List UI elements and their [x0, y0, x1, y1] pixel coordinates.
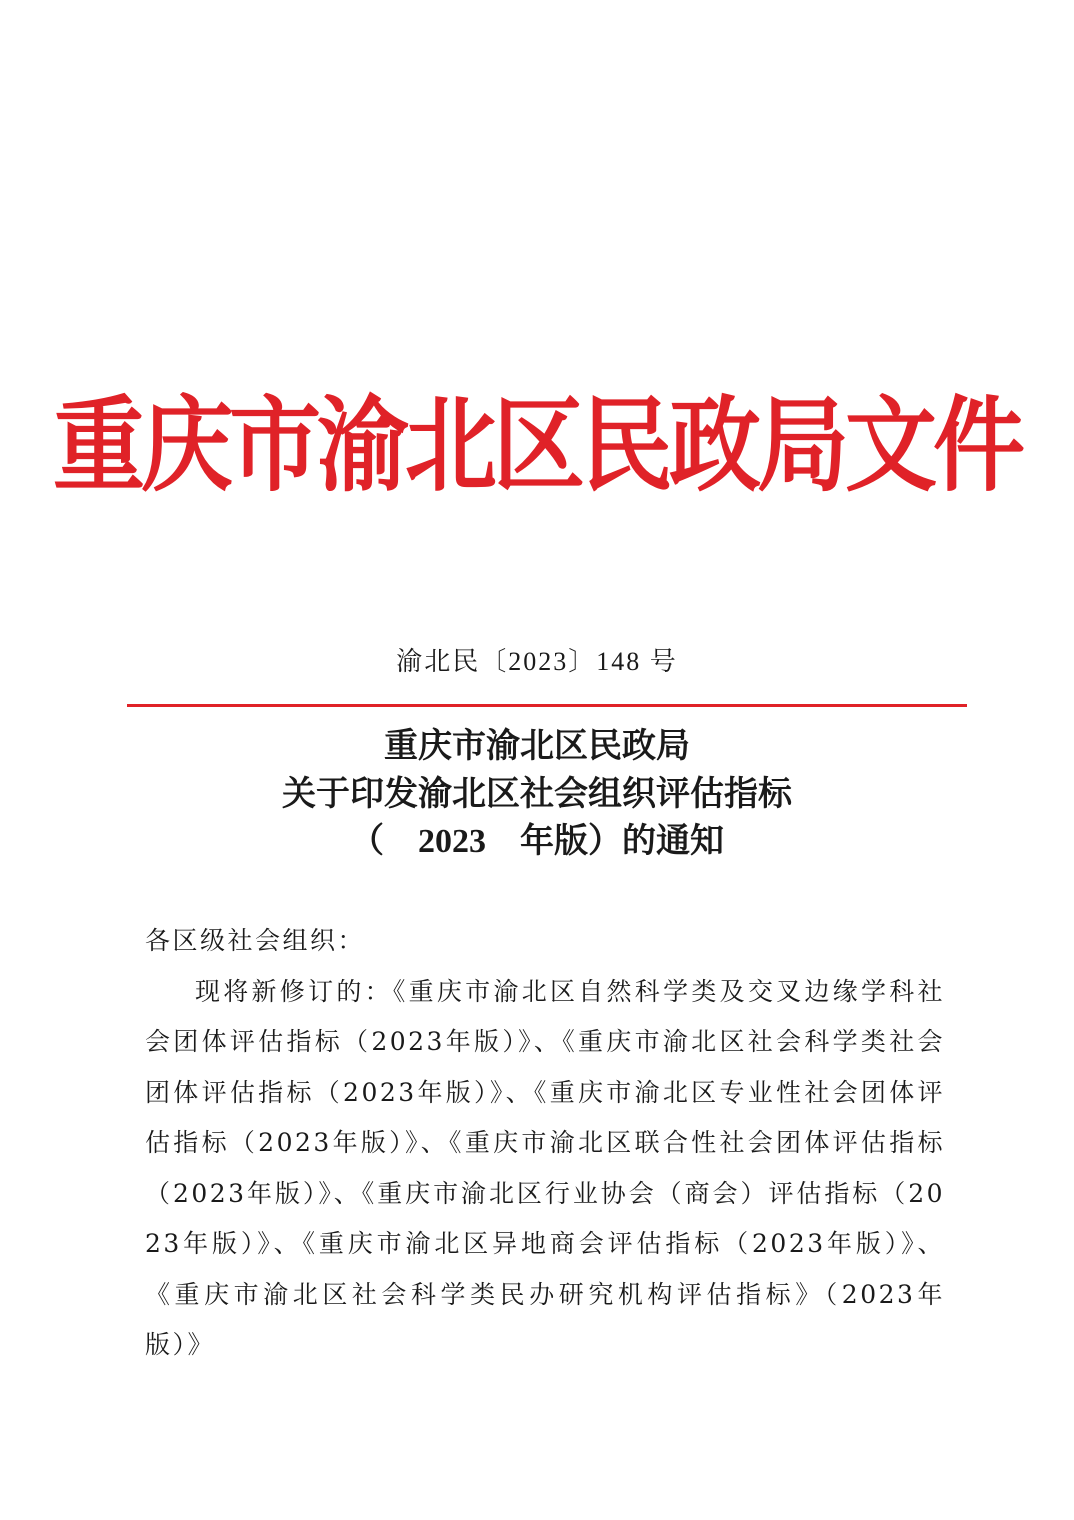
- notice-title-line-3: （ 2023 年版）的通知: [350, 823, 724, 860]
- body-paragraph: 现将新修订的：《重庆市渝北区自然科学类及交叉边缘学科社会团体评估指标（2023年版）》、《重庆市渝北区社会科学类社会团体评估指标（2023年版）》、《重庆市渝北区专业性社会团体评估指标（2023年版）》、《重庆市渝北区联合性社会团体评估指标（2023年版）》、《重庆市渝北区行业协会（商会）评估指标（2023年版）》、《重庆市渝北区异地商会评估指标（2023年版）》、《重庆市渝北区社会科学类民办研究机构评估指标》（2023年版）》: [145, 976, 945, 1359]
- document-body: [145, 916, 945, 1371]
- document-number: 渝北民〔2023〕148 号: [396, 647, 678, 676]
- notice-title-line-2: 关于印发渝北区社会组织评估指标: [282, 774, 792, 814]
- notice-title: [0, 722, 1074, 866]
- document-header-title: 重庆市渝北区民政局文件: [52, 384, 1021, 506]
- notice-title-line-1: 重庆市渝北区民政局: [384, 726, 690, 766]
- red-divider: [127, 704, 967, 707]
- salutation: 各区级社会组织：: [145, 926, 366, 955]
